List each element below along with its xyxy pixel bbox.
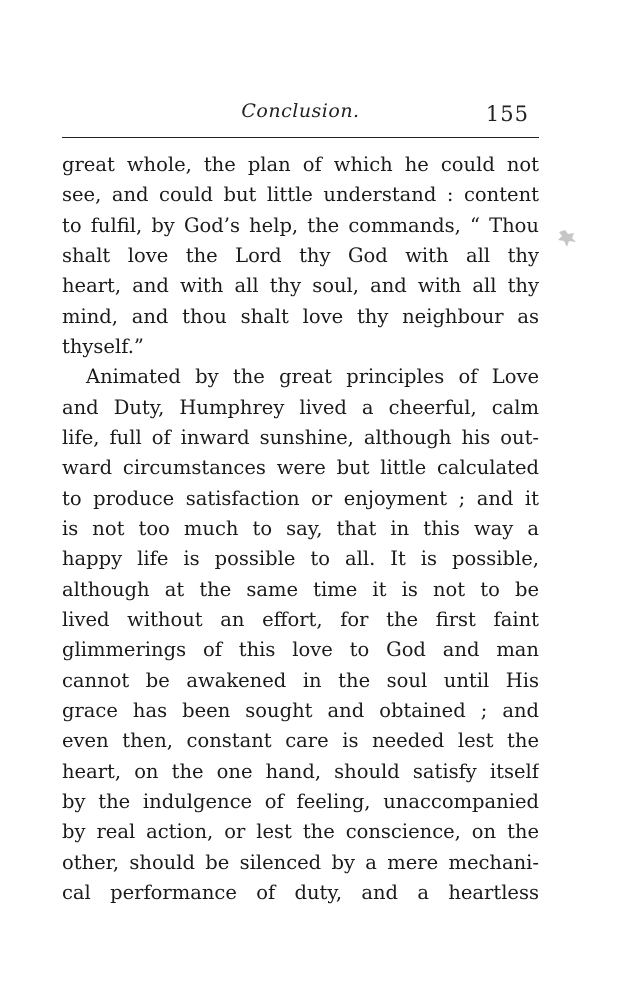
text-line: great whole, the plan of which he could not <box>62 153 539 176</box>
paragraph-1 <box>62 150 539 362</box>
body-text <box>62 150 539 908</box>
text-line: to fulfil, by God’s help, the commands, “ Thou <box>62 213 539 237</box>
text-line: cannot be awakened in the soul until His <box>62 668 539 692</box>
text-line: is not too much to say, that in this way a <box>62 516 539 540</box>
text-line: even then, constant care is needed lest the <box>62 729 539 753</box>
text-line: although at the same time it is not to be <box>62 577 539 601</box>
text-line: and Duty, Humphrey lived a cheerful, calm <box>62 395 539 419</box>
running-head <box>62 100 539 132</box>
header-rule <box>62 137 539 138</box>
text-line: Animated by the great principles of Love <box>86 365 539 389</box>
text-line: by real action, or lest the conscience, on the <box>62 820 539 844</box>
ink-smudge <box>556 226 578 252</box>
text-line: lived without an effort, for the first faint <box>62 607 539 631</box>
text-line: mind, and thou shalt love thy neighbour as <box>62 304 539 328</box>
page-number: 155 <box>485 102 529 126</box>
text-line: thyself.” <box>62 334 144 358</box>
text-line: cal performance of duty, and a heartless <box>62 880 539 904</box>
text-line: ward circumstances were but little calculated <box>62 456 539 480</box>
text-line: by the indulgence of feeling, unaccompanied <box>62 789 539 813</box>
paragraph-2 <box>62 362 539 908</box>
text-line: grace has been sought and obtained ; and <box>62 698 539 722</box>
text-line: see, and could but little understand : content <box>62 183 539 207</box>
text-line: happy life is possible to all. It is possible, <box>62 547 539 571</box>
text-line: heart, and with all thy soul, and with all thy <box>62 274 539 298</box>
text-line: heart, on the one hand, should satisfy itself <box>62 759 539 783</box>
running-title: Conclusion. <box>241 100 360 122</box>
text-line: life, full of inward sunshine, although his out- <box>62 425 539 449</box>
text-line: shalt love the Lord thy God with all thy <box>62 243 539 267</box>
text-line: glimmerings of this love to God and man <box>62 638 539 662</box>
text-line: other, should be silenced by a mere mechani- <box>62 850 539 874</box>
text-line: to produce satisfaction or enjoyment ; and it <box>62 486 539 510</box>
